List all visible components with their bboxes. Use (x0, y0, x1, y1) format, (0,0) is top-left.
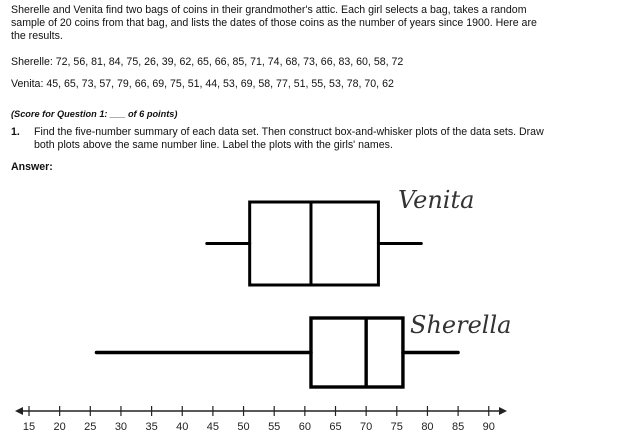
plot-label-sherella: Sherella (410, 311, 512, 339)
tick-label: 20 (53, 421, 66, 433)
question-line: both plots above the same number line. Label the plots with the girls' names. (34, 139, 393, 151)
tick-label: 70 (360, 421, 373, 433)
tick-label: 45 (206, 421, 220, 433)
score-suffix: of 6 points) (125, 109, 178, 119)
score-blank: ___ (110, 109, 126, 119)
score-prefix: (Score for Question 1: (11, 109, 111, 119)
tick-label: 15 (22, 421, 36, 433)
tick-label: 80 (421, 421, 434, 433)
tick-label: 85 (451, 421, 465, 433)
tick-label: 25 (84, 421, 97, 433)
tick-label: 40 (176, 421, 189, 433)
box-plot-venita (207, 186, 475, 285)
tick-label: 35 (145, 421, 158, 433)
box-plot-sherella (96, 311, 511, 387)
sherelle-data: Sherelle: 72, 56, 81, 84, 75, 26, 39, 62, 65, 66, 85, 71, 74, 68, 73, 66, 83, 60, 58, 72 (11, 56, 404, 68)
venita-data: Venita: 45, 65, 73, 57, 79, 66, 69, 75, 51, 44, 53, 69, 58, 77, 51, 55, 53, 78, 70, 62 (11, 78, 394, 90)
question-line: Find the five-number summary of each data set. Then construct box-and-whisker plots of the data sets. Draw (34, 126, 544, 138)
question-number: 1. (11, 126, 20, 138)
tick-label: 75 (390, 421, 403, 433)
tick-label: 90 (482, 421, 495, 433)
plot-label-venita: Venita (398, 186, 475, 214)
intro-line: sample of 20 coins from that bag, and lists the dates of those coins as the number of years since 1900. Here are (11, 17, 537, 29)
tick-label: 65 (329, 421, 342, 433)
iqr-box (250, 202, 379, 285)
tick-label: 30 (114, 421, 128, 433)
left-arrow-icon (15, 407, 23, 415)
tick-label: 55 (268, 421, 281, 433)
answer-label: Answer: (11, 161, 53, 173)
intro-line: the results. (11, 30, 63, 42)
tick-label: 60 (298, 421, 311, 433)
intro-line: Sherelle and Venita find two bags of coins in their grandmother's attic. Each girl selects a bag, takes a random (11, 4, 527, 16)
iqr-box (311, 318, 403, 387)
right-arrow-icon (499, 407, 507, 415)
tick-label: 50 (237, 421, 250, 433)
